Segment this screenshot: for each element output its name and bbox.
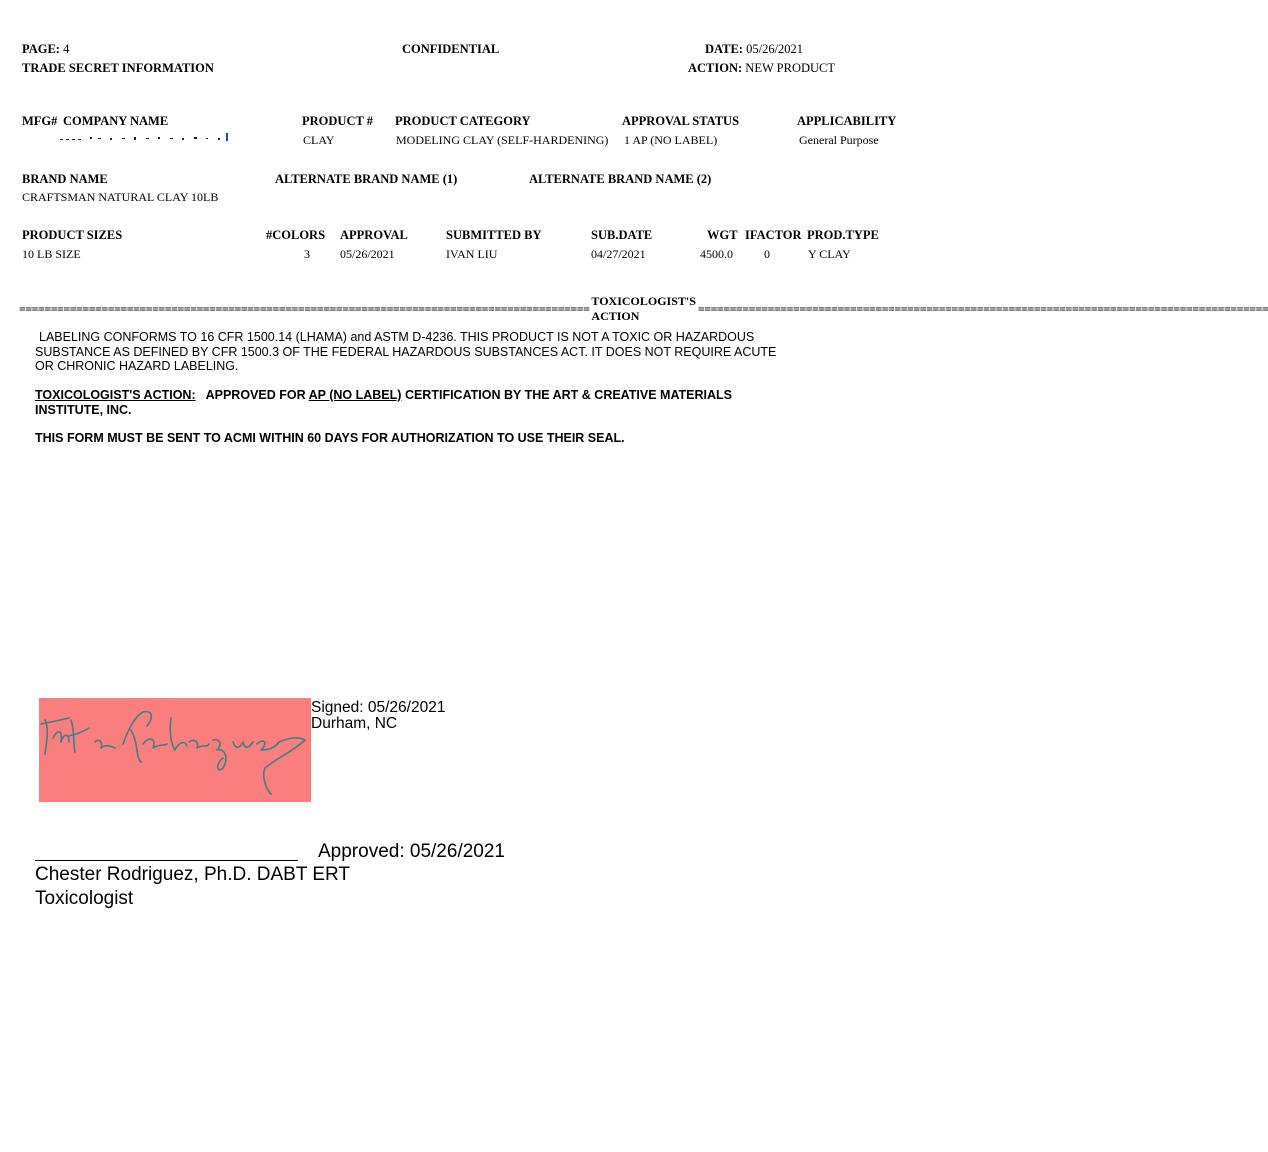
action-approved-for: APPROVED FOR [205, 388, 306, 402]
confidential-label: CONFIDENTIAL [402, 42, 500, 56]
date-line [705, 42, 803, 57]
sub-date-value: 04/27/2021 [591, 247, 646, 261]
action-line [688, 61, 835, 76]
product-number-label: PRODUCT # [302, 114, 373, 128]
company-label: COMPANY NAME [63, 114, 169, 128]
acmi-notice: THIS FORM MUST BE SENT TO ACMI WITHIN 60 DAYS FOR AUTHORIZATION TO USE THEIR SEAL. [35, 431, 625, 445]
divider-right: ========================================================================================== [697, 301, 1268, 316]
approval-status-label: APPROVAL STATUS [622, 114, 740, 128]
date-value: 05/26/2021 [746, 42, 804, 56]
action-label: ACTION: [688, 61, 743, 75]
labeling-paragraph: LABELING CONFORMS TO 16 CFR 1500.14 (LHAMA) and ASTM D-4236. THIS PRODUCT IS NOT A TOXIC OR HAZARDOUS SUBSTANCE AS DEFINED BY CFR 1500.3 OF THE FEDERAL HAZARDOUS SUBSTANCES ACT. IT DOES NOT REQUIRE ACUTE OR CHRONIC HAZARD LABELING. [35, 330, 777, 373]
signed-date: Signed: 05/26/2021 [311, 699, 446, 716]
divider-left: ========================================================================================== [19, 301, 590, 316]
action-certification: CERTIFICATION BY THE ART & CREATIVE MATERIALS INSTITUTE, INC. [35, 388, 733, 417]
toxicologist-section-divider [19, 294, 1268, 324]
action-ap-no-label: AP (NO LABEL) [308, 388, 402, 402]
signer-title: Toxicologist [35, 888, 134, 909]
weight-value: 4500.0 [700, 247, 733, 261]
weight-label: WGT [707, 228, 738, 242]
section-title: TOXICOLOGIST'S ACTION [591, 294, 696, 323]
product-sizes-value: 10 LB SIZE [22, 247, 81, 261]
page-number: 4 [63, 42, 70, 56]
signer-name: Chester Rodriguez, Ph.D. DABT ERT [35, 864, 351, 885]
alt-brand-2-label: ALTERNATE BRAND NAME (2) [529, 172, 712, 186]
approved-date: Approved: 05/26/2021 [318, 841, 505, 862]
date-label: DATE: [705, 42, 743, 56]
toxicologist-action-statement [35, 388, 780, 417]
brand-name-value: CRAFTSMAN NATURAL CLAY 10LB [22, 190, 219, 204]
approval-status-value: 1 AP (NO LABEL) [624, 133, 718, 147]
sub-date-label: SUB.DATE [591, 228, 653, 242]
alt-brand-1-label: ALTERNATE BRAND NAME (1) [275, 172, 458, 186]
trade-secret-label: TRADE SECRET INFORMATION [22, 61, 214, 75]
mfg-label: MFG# [22, 114, 58, 128]
product-sizes-label: PRODUCT SIZES [22, 228, 123, 242]
applicability-value: General Purpose [799, 133, 879, 147]
ifactor-value: 0 [764, 247, 770, 261]
ifactor-label: IFACTOR [745, 228, 802, 242]
approval-value: 05/26/2021 [340, 247, 395, 261]
page-label: PAGE: [22, 42, 60, 56]
submitted-by-value: IVAN LIU [446, 247, 498, 261]
submitted-by-label: SUBMITTED BY [446, 228, 542, 242]
applicability-label: APPLICABILITY [797, 114, 897, 128]
product-category-value: MODELING CLAY (SELF-HARDENING) [396, 133, 609, 147]
page-indicator [22, 42, 69, 57]
colors-value: 3 [304, 247, 310, 261]
prod-type-label: PROD.TYPE [807, 228, 879, 242]
signature-image [39, 698, 311, 802]
colors-label: #COLORS [266, 228, 326, 242]
signature-line [35, 860, 298, 861]
signature-scribble-icon [39, 698, 311, 802]
product-number-value: CLAY [303, 133, 335, 147]
brand-name-label: BRAND NAME [22, 172, 108, 186]
signed-location: Durham, NC [311, 715, 398, 732]
action-value: NEW PRODUCT [745, 61, 836, 75]
prod-type-value: Y CLAY [808, 247, 851, 261]
approval-label: APPROVAL [340, 228, 408, 242]
toxicologist-action-label: TOXICOLOGIST'S ACTION: [35, 388, 196, 402]
product-category-label: PRODUCT CATEGORY [395, 114, 531, 128]
redacted-company-name [60, 133, 230, 141]
